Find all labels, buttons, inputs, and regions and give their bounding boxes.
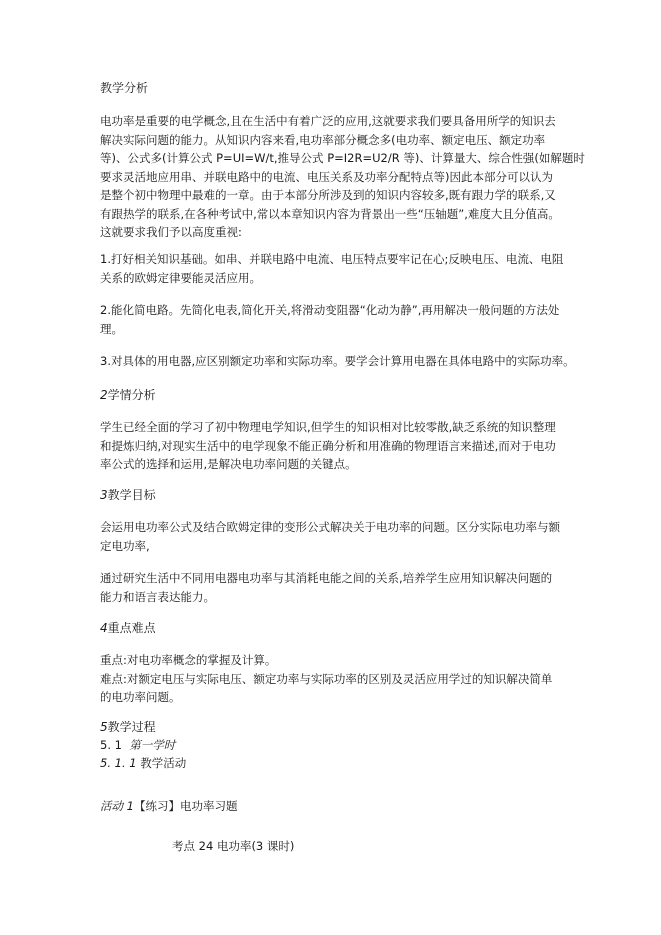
point-3-paragraph xyxy=(100,352,575,371)
students-line: 学生已经全面的学习了初中物理电学知识,但学生的知识相对比较零散,缺乏系统的知识整理 xyxy=(100,420,556,434)
intro-line: 有跟热学的联系,在各种考试中,常以本章知识内容为背景出一些“压轴题”,难度大且分值高。 xyxy=(100,206,560,221)
point-1-paragraph xyxy=(100,250,570,287)
heading-teaching-process xyxy=(100,718,570,737)
heading-text: 教学目标 xyxy=(107,488,156,502)
goals-line: 通过研究生活中不同用电器电功率与其消耗电能之间的关系,培养学生应用知识解决问题的 xyxy=(100,571,553,585)
activity-1-heading xyxy=(100,797,570,816)
goals-paragraph-1 xyxy=(100,518,570,555)
heading-text: 教学分析 xyxy=(100,81,149,95)
heading-number: 5 xyxy=(100,720,108,734)
heading-number: 3 xyxy=(100,488,108,502)
intro-line: 解决实际问题的能力。从知识内容来看,电功率部分概念多(电功率、额定电压、额定功率 xyxy=(100,132,546,147)
point-2-paragraph xyxy=(100,301,570,338)
students-line: 率公式的选择和运用,是解决电功率问题的关键点。 xyxy=(100,457,357,471)
key-line: 的电功率问题。 xyxy=(100,690,181,704)
point-3-line: 3.对具体的用电器,应区别额定功率和实际功率。要学会计算用电器在具体电路中的实际功率。 xyxy=(100,354,575,368)
activity-title: 【练习】电功率习题 xyxy=(133,799,238,813)
students-paragraph xyxy=(100,418,570,474)
point-2-line: 2.能化简电路。先简化电表,简化开关,将滑动变阻器“化动为静”,再用解决一般问题的方法处 xyxy=(100,303,560,317)
intro-line: 等)、公式多(计算公式 P=UI=W/t,推导公式 P=I2R=U2/R 等)、计算量大、综合性强(如解题时 xyxy=(100,151,585,165)
goals-paragraph-2 xyxy=(100,569,570,606)
subsection-title: 教学活动 xyxy=(140,756,187,770)
intro-line: 这就要求我们予以高度重视: xyxy=(100,225,242,239)
goals-line: 会运用电功率公式及结合欧姆定律的变形公式解决关于电功率的问题。区分实际电功率与额 xyxy=(100,520,560,534)
heading-text: 教学过程 xyxy=(107,720,156,734)
subsection-number: 5. 1. 1 xyxy=(100,756,137,770)
goals-line: 能力和语言表达能力。 xyxy=(100,589,215,604)
key-points-paragraph xyxy=(100,651,570,707)
heading-text: 学情分析 xyxy=(107,388,156,402)
intro-line: 是整个初中物理中最难的一章。由于本部分所涉及到的知识内容较多,既有跟力学的联系,又 xyxy=(100,188,556,202)
heading-number: 4 xyxy=(100,621,108,635)
heading-number: 2 xyxy=(100,388,108,402)
heading-text: 重点难点 xyxy=(107,621,156,635)
point-1-line: 1.打好相关知识基础。如串、并联电路中电流、电压特点要牢记在心;反映电压、电流、电阻 xyxy=(100,252,564,266)
key-line: 重点:对电功率概念的掌握及计算。 xyxy=(100,653,277,667)
heading-student-analysis xyxy=(100,386,570,405)
point-2-line: 理。 xyxy=(100,321,123,336)
intro-line: 电功率是重要的电学概念,且在生活中有着广泛的应用,这就要求我们要具备用所学的知识去 xyxy=(100,114,556,128)
subsection-5-1-1 xyxy=(100,754,570,773)
intro-line: 要求灵活地应用串、并联电路中的电流、电压关系及功率分配特点等)因此本部分可以认为 xyxy=(100,169,553,184)
activity-label: 活动 1 xyxy=(100,799,134,813)
intro-paragraph xyxy=(100,112,585,242)
students-line: 和提炼归纳,对现实生活中的电学现象不能正确分析和用准确的物理语言来描述,而对于电功 xyxy=(100,438,556,453)
subsection-5-1 xyxy=(100,736,570,755)
chapter-caption: 考点 24 电功率(3 课时) xyxy=(172,839,295,853)
heading-key-points xyxy=(100,619,570,638)
goals-line: 定电功率, xyxy=(100,538,150,553)
heading-teaching-goals xyxy=(100,486,570,505)
key-line: 难点:对额定电压与实际电压、额定功率与实际功率的区别及灵活应用学过的知识解决简单 xyxy=(100,671,553,686)
subsection-number: 5. 1 xyxy=(100,738,122,752)
point-1-line: 关系的欧姆定律要能灵活应用。 xyxy=(100,270,261,285)
heading-teaching-analysis xyxy=(100,79,570,98)
subsection-title: 第一学时 xyxy=(129,738,176,752)
